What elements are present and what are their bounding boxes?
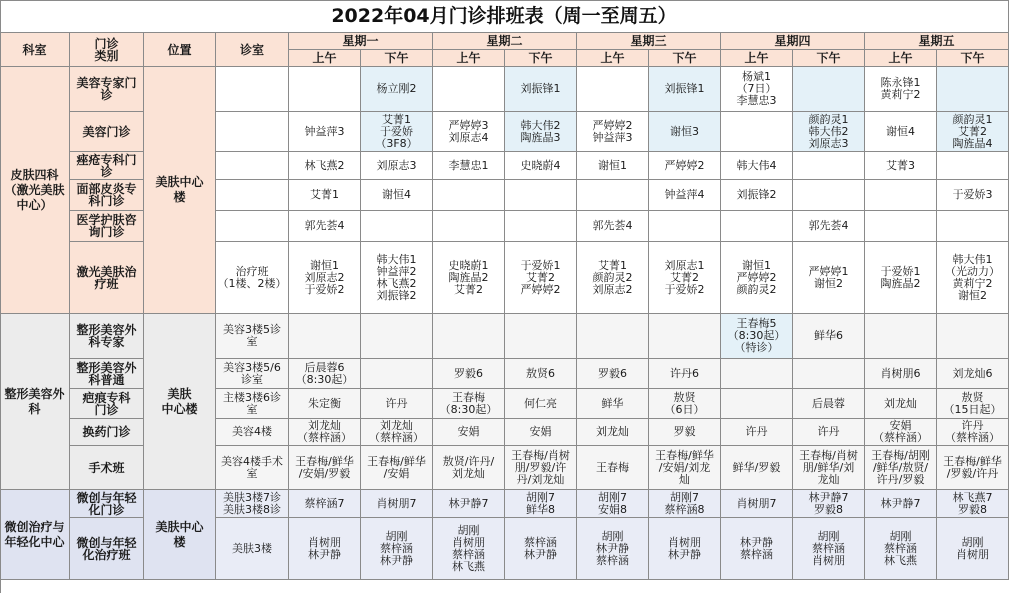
clinic-type-cell: 激光美肤治 疗班 (70, 242, 144, 314)
schedule-cell: 李慧忠1 (433, 152, 505, 180)
header-am: 上午 (433, 50, 505, 67)
schedule-cell: 王春梅/鲜华 /安娟/罗毅 (289, 446, 361, 490)
schedule-cell: 王春梅/肖树 朋/罗毅/许 丹/刘龙灿 (505, 446, 577, 490)
schedule-cell: 胡刚7 安娟8 (577, 490, 649, 518)
schedule-cell: 谢恒3 (649, 112, 721, 152)
schedule-cell: 安娟 (505, 419, 577, 446)
clinic-type-cell: 整形美容外 科专家 (70, 314, 144, 359)
schedule-cell (577, 180, 649, 211)
schedule-cell (433, 314, 505, 359)
schedule-cell: 于爱娇1 陶旌晶2 (865, 242, 937, 314)
location-cell: 美肤中心 楼 (144, 490, 216, 580)
schedule-cell: 安娟 (433, 419, 505, 446)
schedule-cell: 刘原志1 艾菁2 于爱娇2 (649, 242, 721, 314)
schedule-cell: 林飞燕2 (289, 152, 361, 180)
schedule-cell: 罗毅6 (577, 359, 649, 389)
schedule-cell: 刘龙灿6 (937, 359, 1009, 389)
schedule-cell (937, 314, 1009, 359)
schedule-cell (721, 211, 793, 242)
room-cell (216, 67, 289, 112)
schedule-cell: 胡刚 蔡梓涵 林尹静 (361, 518, 433, 580)
schedule-cell (433, 67, 505, 112)
header-day: 星期二 (433, 33, 577, 50)
department-cell: 整形美容外 科 (0, 314, 70, 490)
room-cell: 美容4楼 (216, 419, 289, 446)
schedule-cell (937, 211, 1009, 242)
schedule-cell (361, 314, 433, 359)
schedule-cell: 罗毅 (649, 419, 721, 446)
header-day: 星期一 (289, 33, 433, 50)
schedule-cell: 胡刚 肖树朋 (937, 518, 1009, 580)
schedule-cell (649, 211, 721, 242)
schedule-cell: 何仁亮 (505, 389, 577, 419)
location-cell: 美肤 中心楼 (144, 314, 216, 490)
schedule-cell: 颜韵灵1 韩大伟2 刘原志3 (793, 112, 865, 152)
schedule-cell: 钟益萍3 (289, 112, 361, 152)
schedule-cell: 刘原志3 (361, 152, 433, 180)
schedule-cell: 肖树朋7 (721, 490, 793, 518)
schedule-cell (721, 389, 793, 419)
schedule-cell: 艾菁1 于爱娇（3F8） (361, 112, 433, 152)
schedule-cell (793, 152, 865, 180)
header-am: 上午 (721, 50, 793, 67)
schedule-cell: 许丹 （蔡梓涵） (937, 419, 1009, 446)
schedule-cell: 谢恒4 (865, 112, 937, 152)
schedule-cell: 胡刚 肖树朋 蔡梓涵 林飞燕 (433, 518, 505, 580)
schedule-cell: 刘振锋1 (505, 67, 577, 112)
schedule-cell: 敖贤/许丹/ 刘龙灿 (433, 446, 505, 490)
schedule-cell: 严婷婷2 钟益萍3 (577, 112, 649, 152)
schedule-cell: 郭先荟4 (577, 211, 649, 242)
header-day: 星期三 (577, 33, 721, 50)
header-pm: 下午 (793, 50, 865, 67)
schedule-cell: 谢恒1 严婷婷2 颜韵灵2 (721, 242, 793, 314)
schedule-cell (505, 314, 577, 359)
schedule-cell: 敖贤 （15日起） (937, 389, 1009, 419)
header-pm: 下午 (505, 50, 577, 67)
clinic-type-cell: 整形美容外 科普通 (70, 359, 144, 389)
schedule-cell: 鲜华/罗毅 (721, 446, 793, 490)
schedule-cell (649, 314, 721, 359)
schedule-cell: 王春梅/鲜华 /安娟 (361, 446, 433, 490)
schedule-cell: 敖贤 （6日） (649, 389, 721, 419)
schedule-cell (505, 211, 577, 242)
schedule-cell: 蔡梓涵7 (289, 490, 361, 518)
schedule-cell: 于爱娇3 (937, 180, 1009, 211)
header-pm: 下午 (649, 50, 721, 67)
schedule-cell: 韩大伟2 陶旌晶3 (505, 112, 577, 152)
schedule-cell: 刘振锋1 (649, 67, 721, 112)
header-day: 星期五 (865, 33, 1009, 50)
schedule-cell: 王春梅5 （8:30起） （特诊） (721, 314, 793, 359)
schedule-cell (721, 112, 793, 152)
schedule-cell: 肖树朋7 (361, 490, 433, 518)
schedule-cell: 严婷婷1 谢恒2 (793, 242, 865, 314)
schedule-cell: 林尹静7 (433, 490, 505, 518)
schedule-cell: 许丹6 (649, 359, 721, 389)
schedule-cell: 许丹 (721, 419, 793, 446)
schedule-cell (505, 180, 577, 211)
schedule-cell: 韩大伟1 （光动力） 黄莉宁2 谢恒2 (937, 242, 1009, 314)
schedule-cell (937, 152, 1009, 180)
room-cell: 美肤3楼7诊 美肤3楼8诊 (216, 490, 289, 518)
room-cell: 主楼3楼6诊 室 (216, 389, 289, 419)
schedule-cell: 谢恒1 刘原志2 于爱娇2 (289, 242, 361, 314)
schedule-cell: 肖树朋 林尹静 (649, 518, 721, 580)
schedule-cell: 艾菁1 (289, 180, 361, 211)
schedule-cell: 王春梅 （8:30起） (433, 389, 505, 419)
clinic-type-cell: 疤痕专科 门诊 (70, 389, 144, 419)
room-cell (216, 112, 289, 152)
header-am: 上午 (289, 50, 361, 67)
schedule-cell: 胡刚7 鲜华8 (505, 490, 577, 518)
room-cell (216, 152, 289, 180)
schedule-cell: 胡刚 林尹静 蔡梓涵 (577, 518, 649, 580)
schedule-cell (289, 314, 361, 359)
schedule-cell: 王春梅 (577, 446, 649, 490)
schedule-cell (361, 211, 433, 242)
schedule-cell: 刘振锋2 (721, 180, 793, 211)
schedule-cell (865, 180, 937, 211)
clinic-type-cell: 换药门诊 (70, 419, 144, 446)
schedule-cell: 许丹 (361, 389, 433, 419)
schedule-cell: 敖贤6 (505, 359, 577, 389)
header-room: 诊室 (216, 33, 289, 67)
schedule-cell: 朱定衡 (289, 389, 361, 419)
schedule-cell (793, 359, 865, 389)
clinic-type-cell: 手术班 (70, 446, 144, 490)
clinic-type-cell: 微创与年轻 化治疗班 (70, 518, 144, 580)
schedule-cell (577, 67, 649, 112)
header-day: 星期四 (721, 33, 865, 50)
location-cell: 美肤中心 楼 (144, 67, 216, 314)
schedule-cell: 刘龙灿 （蔡梓涵） (289, 419, 361, 446)
schedule-cell: 安娟 （蔡梓涵） (865, 419, 937, 446)
room-cell: 美容4楼手术 室 (216, 446, 289, 490)
schedule-cell: 谢恒4 (361, 180, 433, 211)
schedule-cell: 严婷婷3 刘原志4 (433, 112, 505, 152)
page-title: 2022年04月门诊排班表（周一至周五） (0, 0, 1009, 33)
schedule-cell: 刘龙灿 （蔡梓涵） (361, 419, 433, 446)
schedule-cell (793, 67, 865, 112)
schedule-cell: 杨斌1 （7日） 李慧忠3 (721, 67, 793, 112)
schedule-cell: 严婷婷2 (649, 152, 721, 180)
room-cell: 美容3楼5/6 诊室 (216, 359, 289, 389)
room-cell: 美肤3楼 (216, 518, 289, 580)
schedule-cell: 鲜华6 (793, 314, 865, 359)
department-cell: 微创治疗与 年轻化中心 (0, 490, 70, 580)
room-cell (216, 180, 289, 211)
schedule-cell (289, 67, 361, 112)
clinic-type-cell: 美容专家门 诊 (70, 67, 144, 112)
schedule-cell: 杨立刚2 (361, 67, 433, 112)
schedule-cell: 艾菁3 (865, 152, 937, 180)
schedule-cell: 王春梅/肖树 朋/鲜华/刘 龙灿 (793, 446, 865, 490)
schedule-cell: 许丹 (793, 419, 865, 446)
clinic-type-cell: 医学护肤咨 询门诊 (70, 211, 144, 242)
schedule-cell (433, 211, 505, 242)
room-cell: 治疗班 （1楼、2楼） (216, 242, 289, 314)
schedule-cell: 胡刚 蔡梓涵 林飞燕 (865, 518, 937, 580)
clinic-type-cell: 痤疮专科门 诊 (70, 152, 144, 180)
schedule-cell: 史晓蔚1 陶旌晶2 艾菁2 (433, 242, 505, 314)
clinic-type-cell: 面部皮炎专 科门诊 (70, 180, 144, 211)
header-am: 上午 (865, 50, 937, 67)
schedule-cell: 颜韵灵1 艾菁2 陶旌晶4 (937, 112, 1009, 152)
schedule-cell: 王春梅/胡刚 /鲜华/敖贤/ 许丹/罗毅 (865, 446, 937, 490)
room-cell: 美容3楼5诊 室 (216, 314, 289, 359)
header-clinic-type: 门诊 类别 (70, 33, 144, 67)
clinic-type-cell: 微创与年轻 化门诊 (70, 490, 144, 518)
schedule-cell: 韩大伟1 钟益萍2 林飞燕2 刘振锋2 (361, 242, 433, 314)
schedule-cell: 后晨蓉 (793, 389, 865, 419)
header-pm: 下午 (361, 50, 433, 67)
schedule-cell (361, 359, 433, 389)
schedule-cell (865, 314, 937, 359)
schedule-cell: 后晨蓉6 （8:30起） (289, 359, 361, 389)
schedule-cell: 郭先荟4 (289, 211, 361, 242)
header-dept: 科室 (0, 33, 70, 67)
schedule-cell (937, 67, 1009, 112)
schedule-cell: 陈永锋1 黄莉宁2 (865, 67, 937, 112)
schedule-cell: 蔡梓涵 林尹静 (505, 518, 577, 580)
schedule-cell: 林尹静7 (865, 490, 937, 518)
schedule-cell: 史晓蔚4 (505, 152, 577, 180)
schedule-cell (793, 180, 865, 211)
schedule-cell: 郭先荟4 (793, 211, 865, 242)
schedule-cell: 林尹静7 罗毅8 (793, 490, 865, 518)
schedule-cell: 谢恒1 (577, 152, 649, 180)
header-pm: 下午 (937, 50, 1009, 67)
department-cell: 皮肤四科 （激光美肤 中心） (0, 67, 70, 314)
schedule-cell: 胡刚7 蔡梓涵8 (649, 490, 721, 518)
schedule-cell: 艾菁1 颜韵灵2 刘原志2 (577, 242, 649, 314)
clinic-type-cell: 美容门诊 (70, 112, 144, 152)
schedule-cell: 韩大伟4 (721, 152, 793, 180)
schedule-cell: 林尹静 蔡梓涵 (721, 518, 793, 580)
schedule-cell: 王春梅/鲜华 /安娟/刘龙 灿 (649, 446, 721, 490)
schedule-cell (721, 359, 793, 389)
schedule-cell: 王春梅/鲜华 /罗毅/许丹 (937, 446, 1009, 490)
schedule-cell: 肖树朋6 (865, 359, 937, 389)
schedule-cell: 钟益萍4 (649, 180, 721, 211)
schedule-cell: 肖树朋 林尹静 (289, 518, 361, 580)
schedule-cell (577, 314, 649, 359)
header-location: 位置 (144, 33, 216, 67)
header-am: 上午 (577, 50, 649, 67)
schedule-cell: 林飞燕7 罗毅8 (937, 490, 1009, 518)
schedule-cell: 于爱娇1 艾菁2 严婷婷2 (505, 242, 577, 314)
schedule-cell (433, 180, 505, 211)
schedule-cell: 刘龙灿 (865, 389, 937, 419)
schedule-cell: 鲜华 (577, 389, 649, 419)
schedule-cell: 刘龙灿 (577, 419, 649, 446)
room-cell (216, 211, 289, 242)
schedule-cell: 胡刚 蔡梓涵 肖树朋 (793, 518, 865, 580)
schedule-cell: 罗毅6 (433, 359, 505, 389)
schedule-cell (865, 211, 937, 242)
